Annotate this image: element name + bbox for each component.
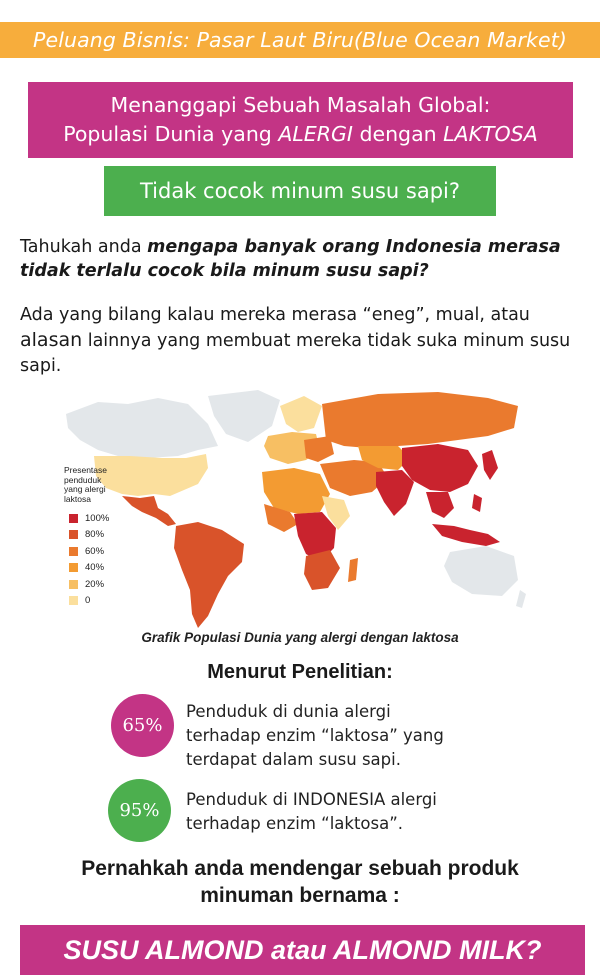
map-china	[402, 444, 478, 492]
world-lactose-map	[58, 384, 528, 630]
product-question	[0, 855, 600, 909]
stat-text-line: Penduduk di INDONESIA alergi	[186, 790, 437, 809]
reasons-big-word: alasan	[20, 329, 83, 351]
map-scandinavia	[280, 396, 322, 432]
bottom-banner-text: SUSU ALMOND atau ALMOND MILK?	[63, 934, 542, 965]
legend-item	[64, 543, 109, 560]
top-banner	[0, 22, 600, 58]
map-south-america	[174, 522, 244, 628]
stat-text-line: terdapat dalam susu sapi.	[186, 750, 401, 769]
subheading-box	[104, 166, 496, 216]
top-banner-text: Peluang Bisnis: Pasar Laut Biru(Blue Ocean Market)	[33, 28, 567, 52]
map-southern-africa	[304, 550, 340, 590]
legend-item	[64, 560, 109, 577]
legend-swatch	[69, 514, 78, 523]
legend-swatch	[69, 530, 78, 539]
map-caption: Grafik Populasi Dunia yang alergi dengan laktosa	[141, 630, 459, 645]
legend-item	[64, 510, 109, 527]
heading-line-1: Menanggapi Sebuah Masalah Global:	[110, 93, 491, 117]
legend-title-line-2: penduduk	[64, 474, 102, 485]
stat-circle-world	[111, 694, 174, 757]
stat-text-line: terhadap enzim “laktosa” yang	[186, 726, 444, 745]
stat-value-world: 65%	[122, 715, 163, 736]
map-greenland	[208, 390, 280, 442]
subheading-text: Tidak cocok minum susu sapi?	[139, 179, 460, 203]
map-madagascar	[348, 558, 358, 582]
legend-title	[64, 466, 109, 504]
question-line-2: minuman bernama :	[200, 884, 400, 907]
legend-swatch	[69, 563, 78, 572]
map-mexico	[122, 496, 176, 526]
heading-line-2-prefix: Populasi Dunia yang	[63, 122, 279, 146]
legend-label: 100%	[85, 512, 110, 524]
legend-swatch	[69, 596, 78, 605]
question-line-1: Pernahkah anda mendengar sebuah produk	[81, 857, 519, 880]
legend-item	[64, 527, 109, 544]
legend-item	[64, 576, 109, 593]
reasons-part-1: Ada yang bilang kalau mereka merasa “eneg”, mual, atau	[20, 305, 530, 325]
map-new-zealand	[516, 590, 526, 608]
map-philippines	[472, 494, 482, 512]
legend-label: 60%	[85, 545, 105, 557]
stat-value-indonesia: 95%	[119, 800, 160, 821]
bottom-banner	[20, 925, 585, 975]
intro-prefix: Tahukah anda	[20, 237, 148, 257]
legend-swatch	[69, 580, 78, 589]
legend-title-line-1: Presentase	[64, 465, 107, 475]
stat-circle-indonesia	[108, 779, 171, 842]
reasons-part-2: lainnya yang membuat mereka tidak suka minum susu sapi.	[20, 331, 571, 376]
heading-line-2	[63, 120, 537, 149]
map-usa	[94, 454, 208, 496]
legend-label: 0	[85, 595, 91, 607]
legend-label: 20%	[85, 578, 105, 590]
legend-swatch	[69, 547, 78, 556]
heading-line-2-mid: dengan	[352, 122, 444, 146]
map-canada	[66, 398, 218, 458]
world-map-graphic	[58, 384, 528, 630]
map-india	[376, 470, 414, 516]
legend-label: 80%	[85, 529, 105, 541]
heading-emphasis-alergi: ALERGI	[278, 122, 353, 146]
reasons-paragraph	[20, 303, 580, 379]
legend-items	[64, 510, 109, 609]
map-russia	[322, 392, 518, 448]
stat-text-line: Penduduk di dunia alergi	[186, 702, 391, 721]
stat-text-indonesia	[186, 788, 566, 836]
heading-box	[28, 82, 573, 158]
legend-title-line-4: laktosa	[64, 493, 91, 504]
intro-paragraph	[20, 235, 580, 283]
heading-emphasis-laktosa: LAKTOSA	[443, 122, 538, 146]
stat-text-world	[186, 700, 566, 772]
map-indonesia	[432, 524, 500, 546]
legend-title-line-3: yang alergi	[64, 484, 106, 494]
stat-text-line: terhadap enzim “laktosa”.	[186, 814, 404, 833]
research-title: Menurut Penelitian:	[207, 661, 393, 683]
map-legend	[64, 466, 109, 609]
map-australia	[444, 546, 518, 596]
map-southeast-asia	[426, 492, 454, 518]
legend-label: 40%	[85, 562, 105, 574]
legend-item	[64, 593, 109, 610]
map-korea-japan	[482, 450, 498, 480]
intro-emphasis: mengapa banyak orang Indonesia merasa tidak terlalu cocok bila minum susu sapi?	[20, 237, 561, 281]
